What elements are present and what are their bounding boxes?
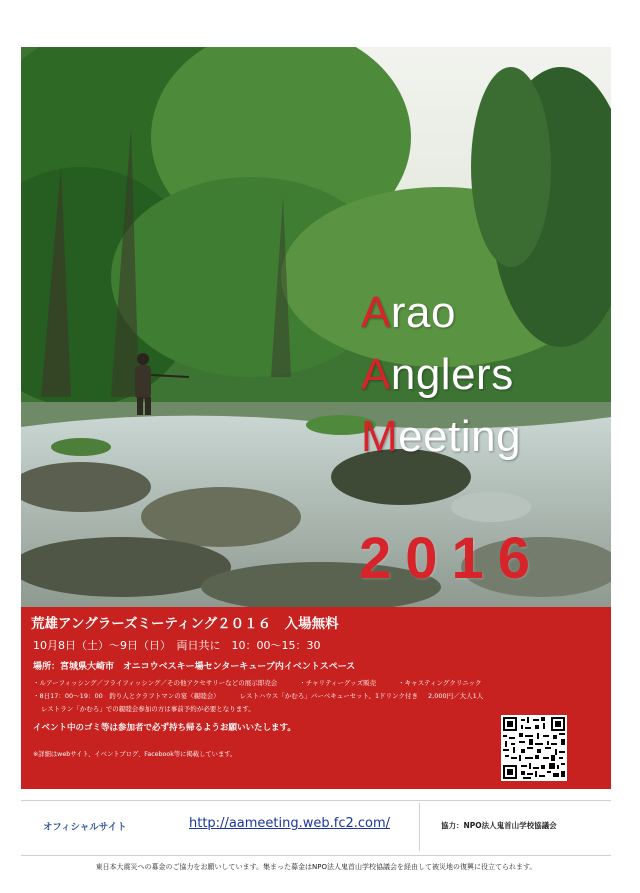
event-title [361, 282, 611, 468]
title-line-arao: Arao [361, 288, 456, 337]
official-site-row [21, 800, 611, 853]
event-poster [21, 47, 611, 789]
qr-code-icon [501, 715, 567, 781]
activity-text: レストハウス「かむろ」バーベキューセット、1ドリンク付き [239, 692, 419, 700]
event-date: 10月8日（土）～9日（日） 両日共に 10：00～15：30 [33, 639, 321, 652]
activity-text: ・ルアーフィッシング／フライフィッシング／その他アクセサリーなどの展示即売会 [33, 679, 278, 687]
cooperation-text: 協力：NPO法人鬼首山学校協議会 [441, 821, 557, 830]
event-details-band [21, 607, 611, 789]
activity-text: ・8日17：00～19：00 釣り人とクラフトマンの宴（親睦会） [33, 692, 220, 700]
event-year: 2016 [359, 526, 545, 591]
activities-row-2 [33, 691, 483, 700]
activities-row-1 [33, 678, 481, 687]
activity-text: レストラン「かむろ」での親睦会参加の方は事前予約が必要となります。 [41, 705, 255, 713]
forest-river-photo [21, 47, 611, 607]
garbage-notice: イベント中のゴミ等は参加者で必ず持ち帰るようお願いいたします。 [33, 723, 296, 733]
activity-text: 2,000円／大人1人 [428, 692, 484, 700]
qr-code[interactable] [501, 715, 567, 781]
activities-row-3 [41, 704, 255, 713]
donation-note: 東日本大震災への募金のご協力をお願いしています。集まった募金はNPO法人鬼首山学校協議会を経由して被災地の復興に役立てられます。 [21, 855, 611, 872]
activity-text: ・チャリティーグッズ販売 [299, 679, 377, 687]
divider [419, 803, 420, 851]
activity-text: ・キャスティングクリニック [398, 679, 482, 687]
title-line-meeting: Meeting [361, 412, 522, 461]
official-site-label: オフィシャルサイト [43, 822, 127, 833]
title-line-anglers: Anglers [361, 350, 514, 399]
event-venue: 場所：宮城県大崎市 オニコウベスキー場センターキューブ内イベントスペース [33, 662, 356, 672]
official-site-link[interactable]: http://aameeting.web.fc2.com/ [189, 816, 391, 831]
details-info: ※詳細はwebサイト、イベントブログ、Facebook等に掲載しています。 [33, 751, 237, 758]
event-headline: 荒雄アングラーズミーティング２０１６ 入場無料 [31, 616, 339, 632]
